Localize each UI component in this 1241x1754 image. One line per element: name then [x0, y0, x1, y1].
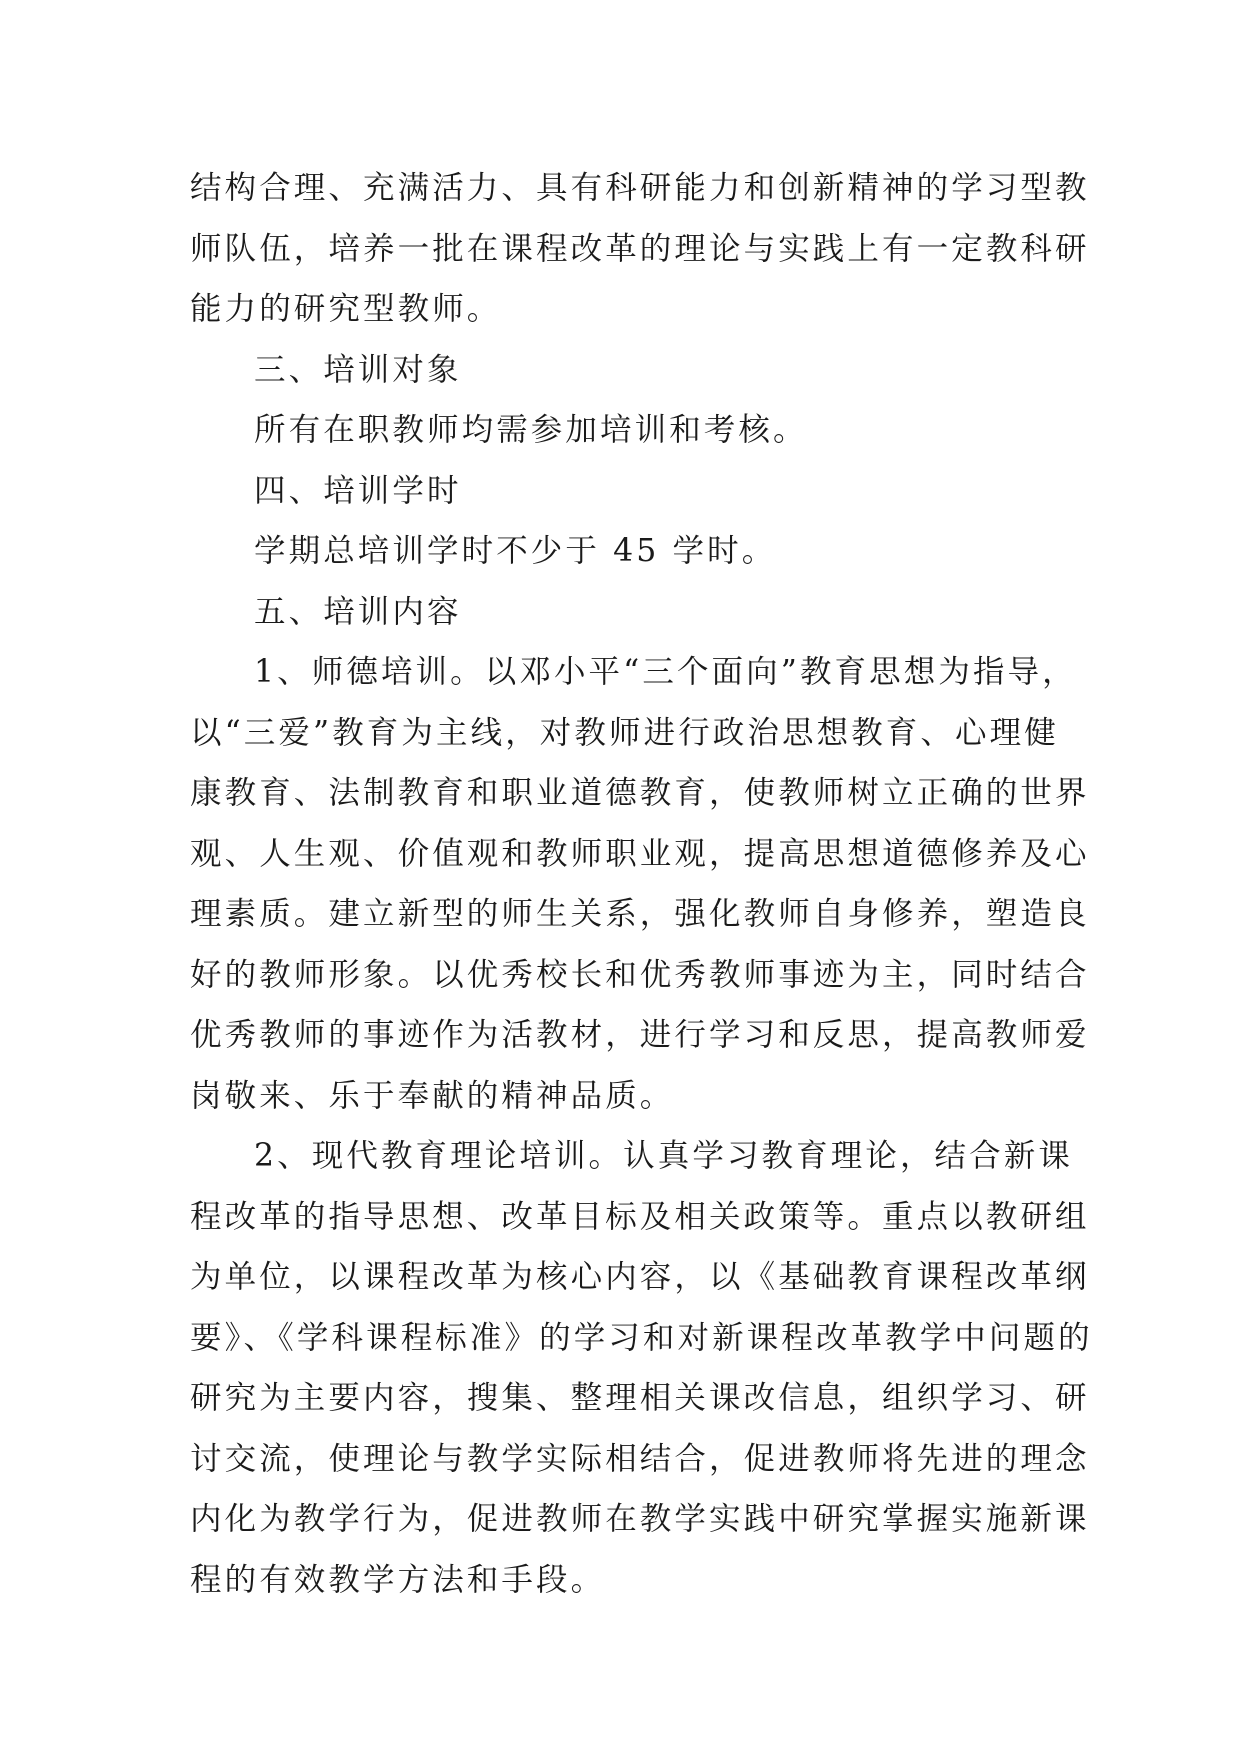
text-line: 学期总培训学时不少于 45 学时。 — [254, 533, 777, 569]
text-line: 所有在职教师均需参加培训和考核。 — [254, 412, 808, 448]
text-line: 好的教师形象。以优秀校长和优秀教师事迹为主，同时结合 — [190, 956, 1090, 993]
text-line: 五、培训内容 — [254, 593, 462, 630]
text-line: 要》、《学科课程标准》的学习和对新课程改革教学中问题的 — [190, 1319, 1093, 1356]
text-line: 观、人生观、价值观和教师职业观，提高思想道德修养及心 — [190, 835, 1090, 872]
text-line: 优秀教师的事迹作为活教材，进行学习和反思，提高教师爱 — [190, 1017, 1090, 1053]
text-line: 1、师德培训。以邓小平“三个面向”教育思想为指导， — [254, 654, 1077, 690]
text-line: 三、培训对象 — [254, 351, 462, 388]
text-line: 结构合理、充满活力、具有科研能力和创新精神的学习型教 — [190, 170, 1090, 206]
text-line: 程改革的指导思想、改革目标及相关政策等。重点以教研组 — [190, 1198, 1090, 1235]
text-line: 讨交流，使理论与教学实际相结合，促进教师将先进的理念 — [190, 1440, 1090, 1477]
text-line: 岗敬来、乐于奉献的精神品质。 — [190, 1077, 675, 1114]
text-line: 以“三爱”教育为主线，对教师进行政治思想教育、心理健 — [190, 714, 1059, 751]
text-line: 为单位，以课程改革为核心内容，以《基础教育课程改革纲 — [190, 1259, 1090, 1295]
text-line: 康教育、法制教育和职业道德教育，使教师树立正确的世界 — [190, 775, 1090, 811]
document-body — [190, 158, 1093, 1610]
text-line: 理素质。建立新型的师生关系，强化教师自身修养，塑造良 — [190, 896, 1090, 932]
text-line: 2、现代教育理论培训。认真学习教育理论，结合新课 — [254, 1138, 1073, 1174]
text-line: 程的有效教学方法和手段。 — [190, 1561, 606, 1598]
text-line: 内化为教学行为，促进教师在教学实践中研究掌握实施新课 — [190, 1501, 1090, 1537]
text-line: 研究为主要内容，搜集、整理相关课改信息，组织学习、研 — [190, 1380, 1090, 1416]
text-line: 师队伍，培养一批在课程改革的理论与实践上有一定教科研 — [190, 230, 1090, 267]
text-line: 四、培训学时 — [254, 472, 462, 509]
text-line: 能力的研究型教师。 — [190, 291, 502, 327]
